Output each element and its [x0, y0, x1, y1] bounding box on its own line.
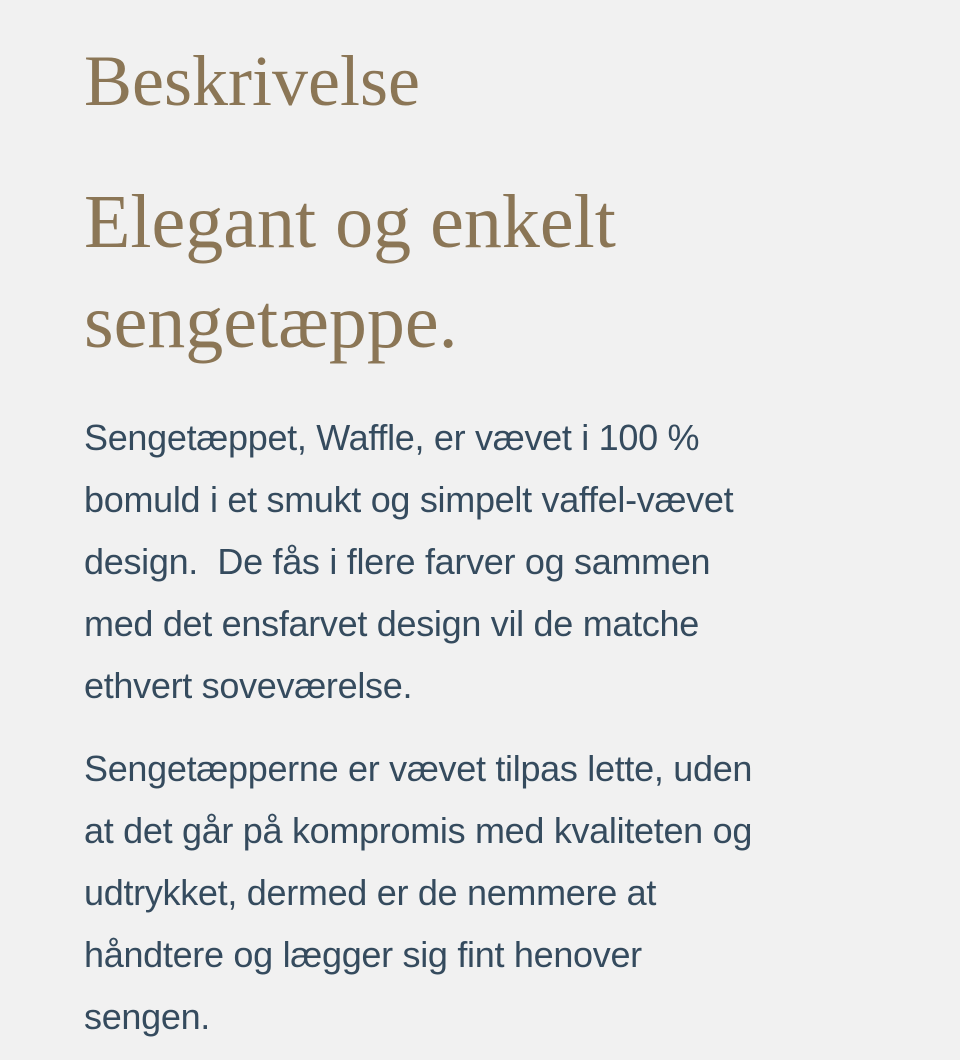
paragraph-line: at det går på kompromis med kvaliteten og [84, 810, 753, 851]
headline-line: sengetæppe. [84, 280, 458, 364]
paragraph-line: sengen. [84, 996, 211, 1037]
paragraph-line: bomuld i et smukt og simpelt vaffel-vævet [84, 479, 734, 520]
paragraph-line: udtrykket, dermed er de nemmere at [84, 872, 657, 913]
product-headline [84, 172, 844, 372]
paragraph-line: håndtere og lægger sig fint henover [84, 934, 642, 975]
paragraph-line: Sengetæpperne er vævet tilpas lette, uden [84, 748, 753, 789]
paragraph-line: med det ensfarvet design vil de matche [84, 603, 699, 644]
description-paragraph [84, 738, 752, 1048]
paragraph-line: ethvert soveværelse. [84, 665, 413, 706]
paragraph-line: Sengetæppet, Waffle, er vævet i 100 % [84, 417, 700, 458]
headline-line: Elegant og enkelt [84, 180, 616, 264]
section-title: Beskrivelse [84, 41, 420, 121]
description-paragraph [84, 407, 733, 717]
paragraph-line: design. De fås i flere farver og sammen [84, 541, 711, 582]
